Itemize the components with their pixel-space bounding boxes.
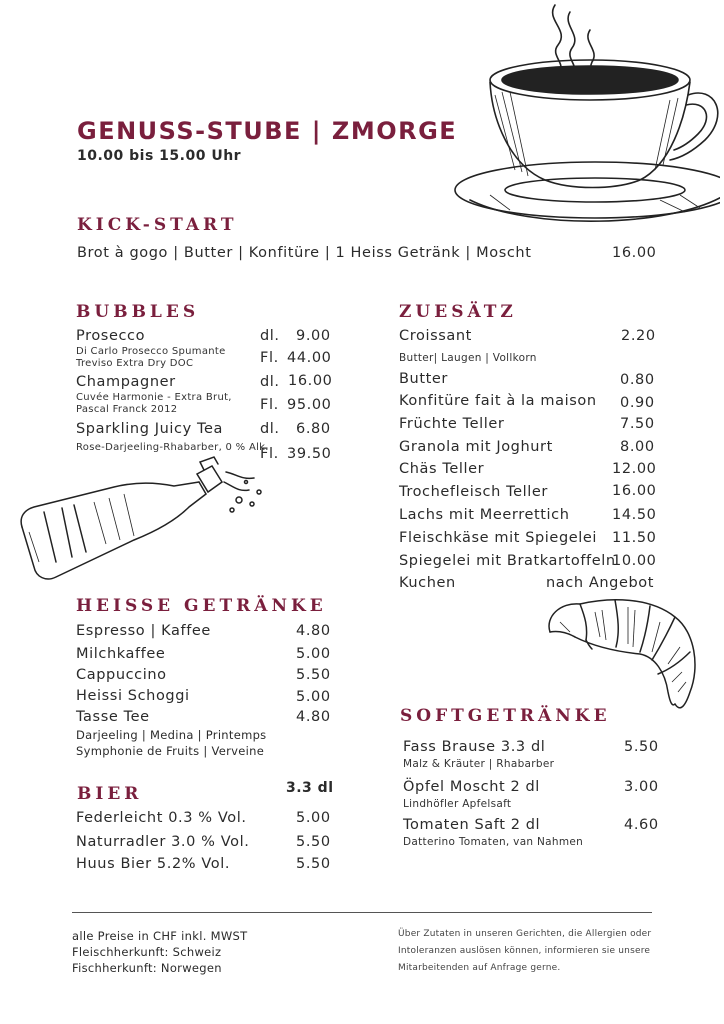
bubbles-item-desc: Di Carlo Prosecco Spumante Treviso Extra Dry DOC <box>76 346 226 369</box>
soft-drink-name: Öpfel Moscht 2 dl <box>403 779 540 795</box>
soft-drink-desc: Malz & Kräuter | Rhabarber <box>403 758 555 770</box>
extra-item-price: 2.20 <box>621 328 656 344</box>
beer-name: Huus Bier 5.2% Vol. <box>76 856 231 872</box>
bubbles-price: 44.00 <box>287 350 332 366</box>
footer-allergen-note: Über Zutaten in unseren Gerichten, die Allergien oder Intoleranzen auslösen können, informieren sie unsere Mitarbeitenden auf Anfrage gerne. <box>398 929 652 973</box>
bubbles-item-name: Champagner <box>76 374 176 390</box>
beer-price: 5.50 <box>296 856 331 872</box>
croissant-illustration <box>540 592 705 717</box>
soft-drink-desc: Datterino Tomaten, van Nahmen <box>403 836 584 848</box>
bubbles-item-name: Sparkling Juicy Tea <box>76 421 223 437</box>
extra-item-price: 0.90 <box>620 395 655 411</box>
extra-item-name: Früchte Teller <box>399 416 505 432</box>
opening-hours: 10.00 bis 15.00 Uhr <box>77 148 242 164</box>
hot-drink-name: Tasse Tee <box>76 709 150 725</box>
coffee-cup-illustration <box>430 0 720 230</box>
hot-drink-price: 4.80 <box>296 709 331 725</box>
hot-drink-price: 5.50 <box>296 667 331 683</box>
hot-drink-price: 4.80 <box>296 623 331 639</box>
extra-item-name: Butter <box>399 371 448 387</box>
extra-item-price: 12.00 <box>612 461 657 477</box>
bubbles-price: 39.50 <box>287 446 332 462</box>
soft-drink-desc: Lindhöfler Apfelsaft <box>403 798 512 810</box>
bubbles-item-name: Prosecco <box>76 328 146 344</box>
hot-drink-price: 5.00 <box>296 646 331 662</box>
section-heading-softgetraenke: SOFTGETRÄNKE <box>400 706 611 726</box>
page-title: GENUSS-STUBE | ZMORGE <box>77 117 458 145</box>
beer-size: 3.3 dl <box>286 780 334 796</box>
extra-item-name: Spiegelei mit Bratkartoffeln <box>399 553 616 569</box>
hot-drink-price: 5.00 <box>296 689 331 705</box>
bubbles-price: 95.00 <box>287 397 332 413</box>
extra-item-name: Fleischkäse mit Spiegelei <box>399 530 598 546</box>
soft-drink-price: 4.60 <box>624 817 659 833</box>
bubbles-unit: Fl. <box>260 446 279 462</box>
extra-item-name: Granola mit Joghurt <box>399 439 553 455</box>
extra-item-name: Trochefleisch Teller <box>399 484 548 500</box>
soft-drink-name: Tomaten Saft 2 dl <box>403 817 541 833</box>
bubbles-item-desc: Cuvée Harmonie - Extra Brut, Pascal Franck 2012 <box>76 392 232 415</box>
extra-item-price: nach Angebot <box>546 575 655 591</box>
footer-divider <box>72 912 652 913</box>
extra-item-name: Lachs mit Meerrettich <box>399 507 570 523</box>
hot-drink-name: Heissi Schoggi <box>76 688 190 704</box>
bubbles-item-desc: Rose-Darjeeling-Rhabarber, 0 % Alk. <box>76 442 269 453</box>
beer-name: Federleicht 0.3 % Vol. <box>76 810 247 826</box>
kickstart-price: 16.00 <box>612 245 657 261</box>
extra-item-price: 16.00 <box>612 483 657 499</box>
extra-item-price: 8.00 <box>620 439 655 455</box>
hot-drink-name: Espresso | Kaffee <box>76 623 211 639</box>
tea-varieties: Darjeeling | Medina | Printemps Symphonie de Fruits | Verveine <box>76 728 267 758</box>
extra-item-name: Croissant <box>399 328 472 344</box>
bubbles-unit: dl. <box>260 421 280 437</box>
bubbles-price: 16.00 <box>288 373 333 389</box>
extra-item-name: Konfitüre fait à la maison <box>399 393 597 409</box>
hot-drink-name: Cappuccino <box>76 667 167 683</box>
bubbles-price: 6.80 <box>296 421 331 437</box>
section-heading-kickstart: KICK-START <box>77 215 238 235</box>
beer-name: Naturradler 3.0 % Vol. <box>76 834 250 850</box>
soft-drink-name: Fass Brause 3.3 dl <box>403 739 546 755</box>
beer-price: 5.50 <box>296 834 331 850</box>
section-heading-bier: BIER <box>77 784 143 804</box>
bubbles-unit: Fl. <box>260 397 279 413</box>
hot-drink-name: Milchkaffee <box>76 646 166 662</box>
section-heading-bubbles: BUBBLES <box>76 302 200 322</box>
extra-item-price: 7.50 <box>620 416 655 432</box>
extra-item-price: 0.80 <box>620 372 655 388</box>
beer-price: 5.00 <box>296 810 331 826</box>
extra-item-price: 14.50 <box>612 507 657 523</box>
croissant-note: Butter| Laugen | Vollkorn <box>399 352 537 364</box>
soft-drink-price: 3.00 <box>624 779 659 795</box>
section-heading-zuesaetz: ZUESÄTZ <box>399 302 517 322</box>
champagne-bottle-illustration <box>14 452 264 587</box>
soft-drink-price: 5.50 <box>624 739 659 755</box>
bubbles-unit: dl. <box>260 374 280 390</box>
bubbles-unit: dl. <box>260 328 280 344</box>
bubbles-unit: Fl. <box>260 350 279 366</box>
bubbles-price: 9.00 <box>296 328 331 344</box>
footer-price-note: alle Preise in CHF inkl. MWST Fleischherkunft: Schweiz Fischherkunft: Norwegen <box>72 929 248 975</box>
extra-item-name: Kuchen <box>399 575 456 591</box>
extra-item-price: 11.50 <box>612 530 657 546</box>
kickstart-item: Brot à gogo | Butter | Konfitüre | 1 Heiss Getränk | Moscht <box>77 245 532 261</box>
extra-item-price: 10.00 <box>612 553 657 569</box>
extra-item-name: Chäs Teller <box>399 461 485 477</box>
section-heading-heisse-getraenke: HEISSE GETRÄNKE <box>76 596 327 616</box>
